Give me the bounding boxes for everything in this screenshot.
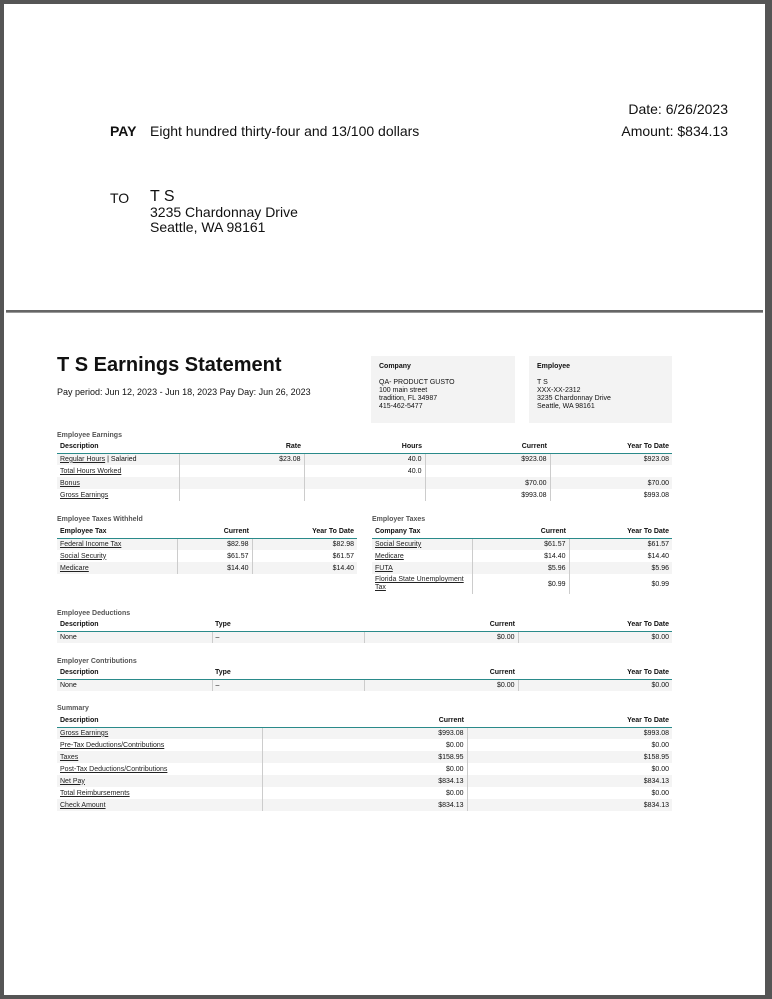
table-row [57,739,672,751]
tax-description-link[interactable]: Florida State Unemployment Tax [375,576,464,591]
deduction-type: – [212,631,364,643]
tax-ytd: $82.98 [252,538,357,550]
col-header: Year To Date [569,526,672,538]
tax-current: $82.98 [177,538,252,550]
pay-label: PAY [110,123,137,139]
col-header: Current [425,441,550,453]
deduction-ytd: $0.00 [518,631,672,643]
col-header: Type [212,667,364,679]
summary-description-link[interactable]: Taxes [60,753,79,761]
earning-hours [304,489,425,501]
summary-current: $834.13 [262,799,467,811]
table-row [57,787,672,799]
company-info-box [371,356,515,423]
earning-description-link[interactable]: Gross Earnings [60,491,109,499]
earning-current: $993.08 [425,489,550,501]
earning-description-extra: | Salaried [105,455,137,463]
earning-rate [179,465,304,477]
employee-line: T S [537,379,548,386]
col-header: Current [364,619,518,631]
earning-rate [179,477,304,489]
col-header: Current [262,715,467,727]
employer-taxes-table [372,526,672,594]
col-header: Year To Date [252,526,357,538]
table-row [57,538,357,550]
table-row [57,799,672,811]
payee-name: T S [150,188,175,205]
summary-description-link[interactable]: Pre-Tax Deductions/Contributions [60,741,165,749]
payee-address [150,188,298,235]
earning-rate [179,489,304,501]
earning-ytd: $993.08 [550,489,672,501]
earnings-section-title: Employee Earnings [57,432,122,439]
deductions-table [57,619,672,643]
col-header: Description [57,667,212,679]
document-page [4,4,765,995]
summary-current: $0.00 [262,739,467,751]
payee-street: 3235 Chardonnay Drive [150,204,298,220]
employee-header: Employee [537,363,571,370]
contributions-table [57,667,672,691]
tax-current: $5.96 [472,562,569,574]
payee-city: Seattle, WA 98161 [150,219,266,235]
summary-description-link[interactable]: Post-Tax Deductions/Contributions [60,765,168,773]
to-label: TO [110,190,130,206]
deduction-current: $0.00 [364,631,518,643]
table-row [57,631,672,643]
employee-info-box [529,356,672,423]
summary-ytd: $158.95 [467,751,672,763]
tax-description-link[interactable]: Medicare [60,564,89,572]
tax-ytd: $61.57 [569,538,672,550]
employee-line: Seattle, WA 98161 [537,403,595,410]
tax-description-link[interactable]: Social Security [375,540,422,548]
summary-current: $834.13 [262,775,467,787]
earning-current: $70.00 [425,477,550,489]
tax-description-link[interactable]: FUTA [375,564,393,572]
check-date: Date: 6/26/2023 [628,101,728,117]
tax-ytd: $14.40 [569,550,672,562]
earnings-table [57,441,672,501]
tax-description-link[interactable]: Medicare [375,552,404,560]
summary-table [57,715,672,811]
summary-ytd: $834.13 [467,799,672,811]
col-header: Current [177,526,252,538]
col-header: Description [57,715,262,727]
contribution-type: – [212,679,364,691]
earning-rate: $23.08 [179,453,304,465]
deductions-section-title: Employee Deductions [57,610,131,617]
earning-description-link[interactable]: Total Hours Worked [60,467,122,475]
summary-current: $158.95 [262,751,467,763]
check-divider [6,310,763,313]
contributions-section-title: Employer Contributions [57,658,137,665]
summary-current: $0.00 [262,787,467,799]
col-header: Year To Date [467,715,672,727]
col-header: Description [57,441,179,453]
table-row [57,763,672,775]
table-row [57,562,357,574]
summary-ytd: $834.13 [467,775,672,787]
table-row [372,574,672,594]
earning-current: $923.08 [425,453,550,465]
summary-ytd: $0.00 [467,787,672,799]
table-row [372,562,672,574]
tax-current: $61.57 [177,550,252,562]
col-header: Hours [304,441,425,453]
company-line: QA- PRODUCT GUSTO [379,379,455,386]
contribution-current: $0.00 [364,679,518,691]
company-line: 100 main street [379,387,428,394]
earning-hours: 40.0 [304,453,425,465]
employee-taxes-table [57,526,357,574]
table-row [57,465,672,477]
col-header: Year To Date [518,667,672,679]
deduction-description: None [57,631,212,643]
company-line: tradition, FL 34987 [379,395,438,402]
tax-current: $0.99 [472,574,569,594]
tax-current: $61.57 [472,538,569,550]
table-row [57,489,672,501]
table-row [57,453,672,465]
table-row [57,751,672,763]
summary-ytd: $0.00 [467,739,672,751]
summary-current: $993.08 [262,727,467,739]
summary-ytd: $993.08 [467,727,672,739]
check-amount: Amount: $834.13 [621,123,728,139]
earning-description-link[interactable]: Bonus [60,479,80,487]
employee-line: XXX-XX-2312 [537,387,581,394]
table-row [57,477,672,489]
col-header: Current [364,667,518,679]
tax-description-link[interactable]: Federal Income Tax [60,540,122,548]
col-header: Rate [179,441,304,453]
earning-ytd: $923.08 [550,453,672,465]
summary-description-link[interactable]: Net Pay [60,777,85,785]
tax-ytd: $5.96 [569,562,672,574]
company-header: Company [379,363,411,370]
employee-line: 3235 Chardonnay Drive [537,395,611,402]
col-header: Current [472,526,569,538]
col-header: Company Tax [372,526,472,538]
tax-ytd: $61.57 [252,550,357,562]
table-row [57,550,357,562]
tax-current: $14.40 [177,562,252,574]
contribution-description: None [57,679,212,691]
col-header: Employee Tax [57,526,177,538]
table-row [372,538,672,550]
earning-current [425,465,550,477]
col-header: Type [212,619,364,631]
pay-period: Pay period: Jun 12, 2023 - Jun 18, 2023 Pay Day: Jun 26, 2023 [57,387,311,397]
col-header: Year To Date [518,619,672,631]
company-line: 415-462-5477 [379,403,423,410]
employer-taxes-section-title: Employer Taxes [372,516,426,523]
table-row [372,550,672,562]
employee-taxes-section-title: Employee Taxes Withheld [57,516,143,523]
tax-ytd: $0.99 [569,574,672,594]
summary-current: $0.00 [262,763,467,775]
summary-description-link[interactable]: Check Amount [60,801,106,809]
tax-current: $14.40 [472,550,569,562]
pay-amount-words: Eight hundred thirty-four and 13/100 dollars [150,123,420,139]
tax-ytd: $14.40 [252,562,357,574]
col-header: Year To Date [550,441,672,453]
contribution-ytd: $0.00 [518,679,672,691]
earning-ytd: $70.00 [550,477,672,489]
table-row [57,775,672,787]
statement-title: T S Earnings Statement [57,354,282,376]
tax-description-link[interactable]: Social Security [60,552,107,560]
earning-ytd [550,465,672,477]
summary-ytd: $0.00 [467,763,672,775]
summary-description-link[interactable]: Gross Earnings [60,729,109,737]
table-row [57,679,672,691]
earning-hours [304,477,425,489]
summary-section-title: Summary [57,705,89,712]
col-header: Description [57,619,212,631]
table-row [57,727,672,739]
summary-description-link[interactable]: Total Reimbursements [60,789,130,797]
earning-hours: 40.0 [304,465,425,477]
earning-description-link[interactable]: Regular Hours [60,455,106,463]
